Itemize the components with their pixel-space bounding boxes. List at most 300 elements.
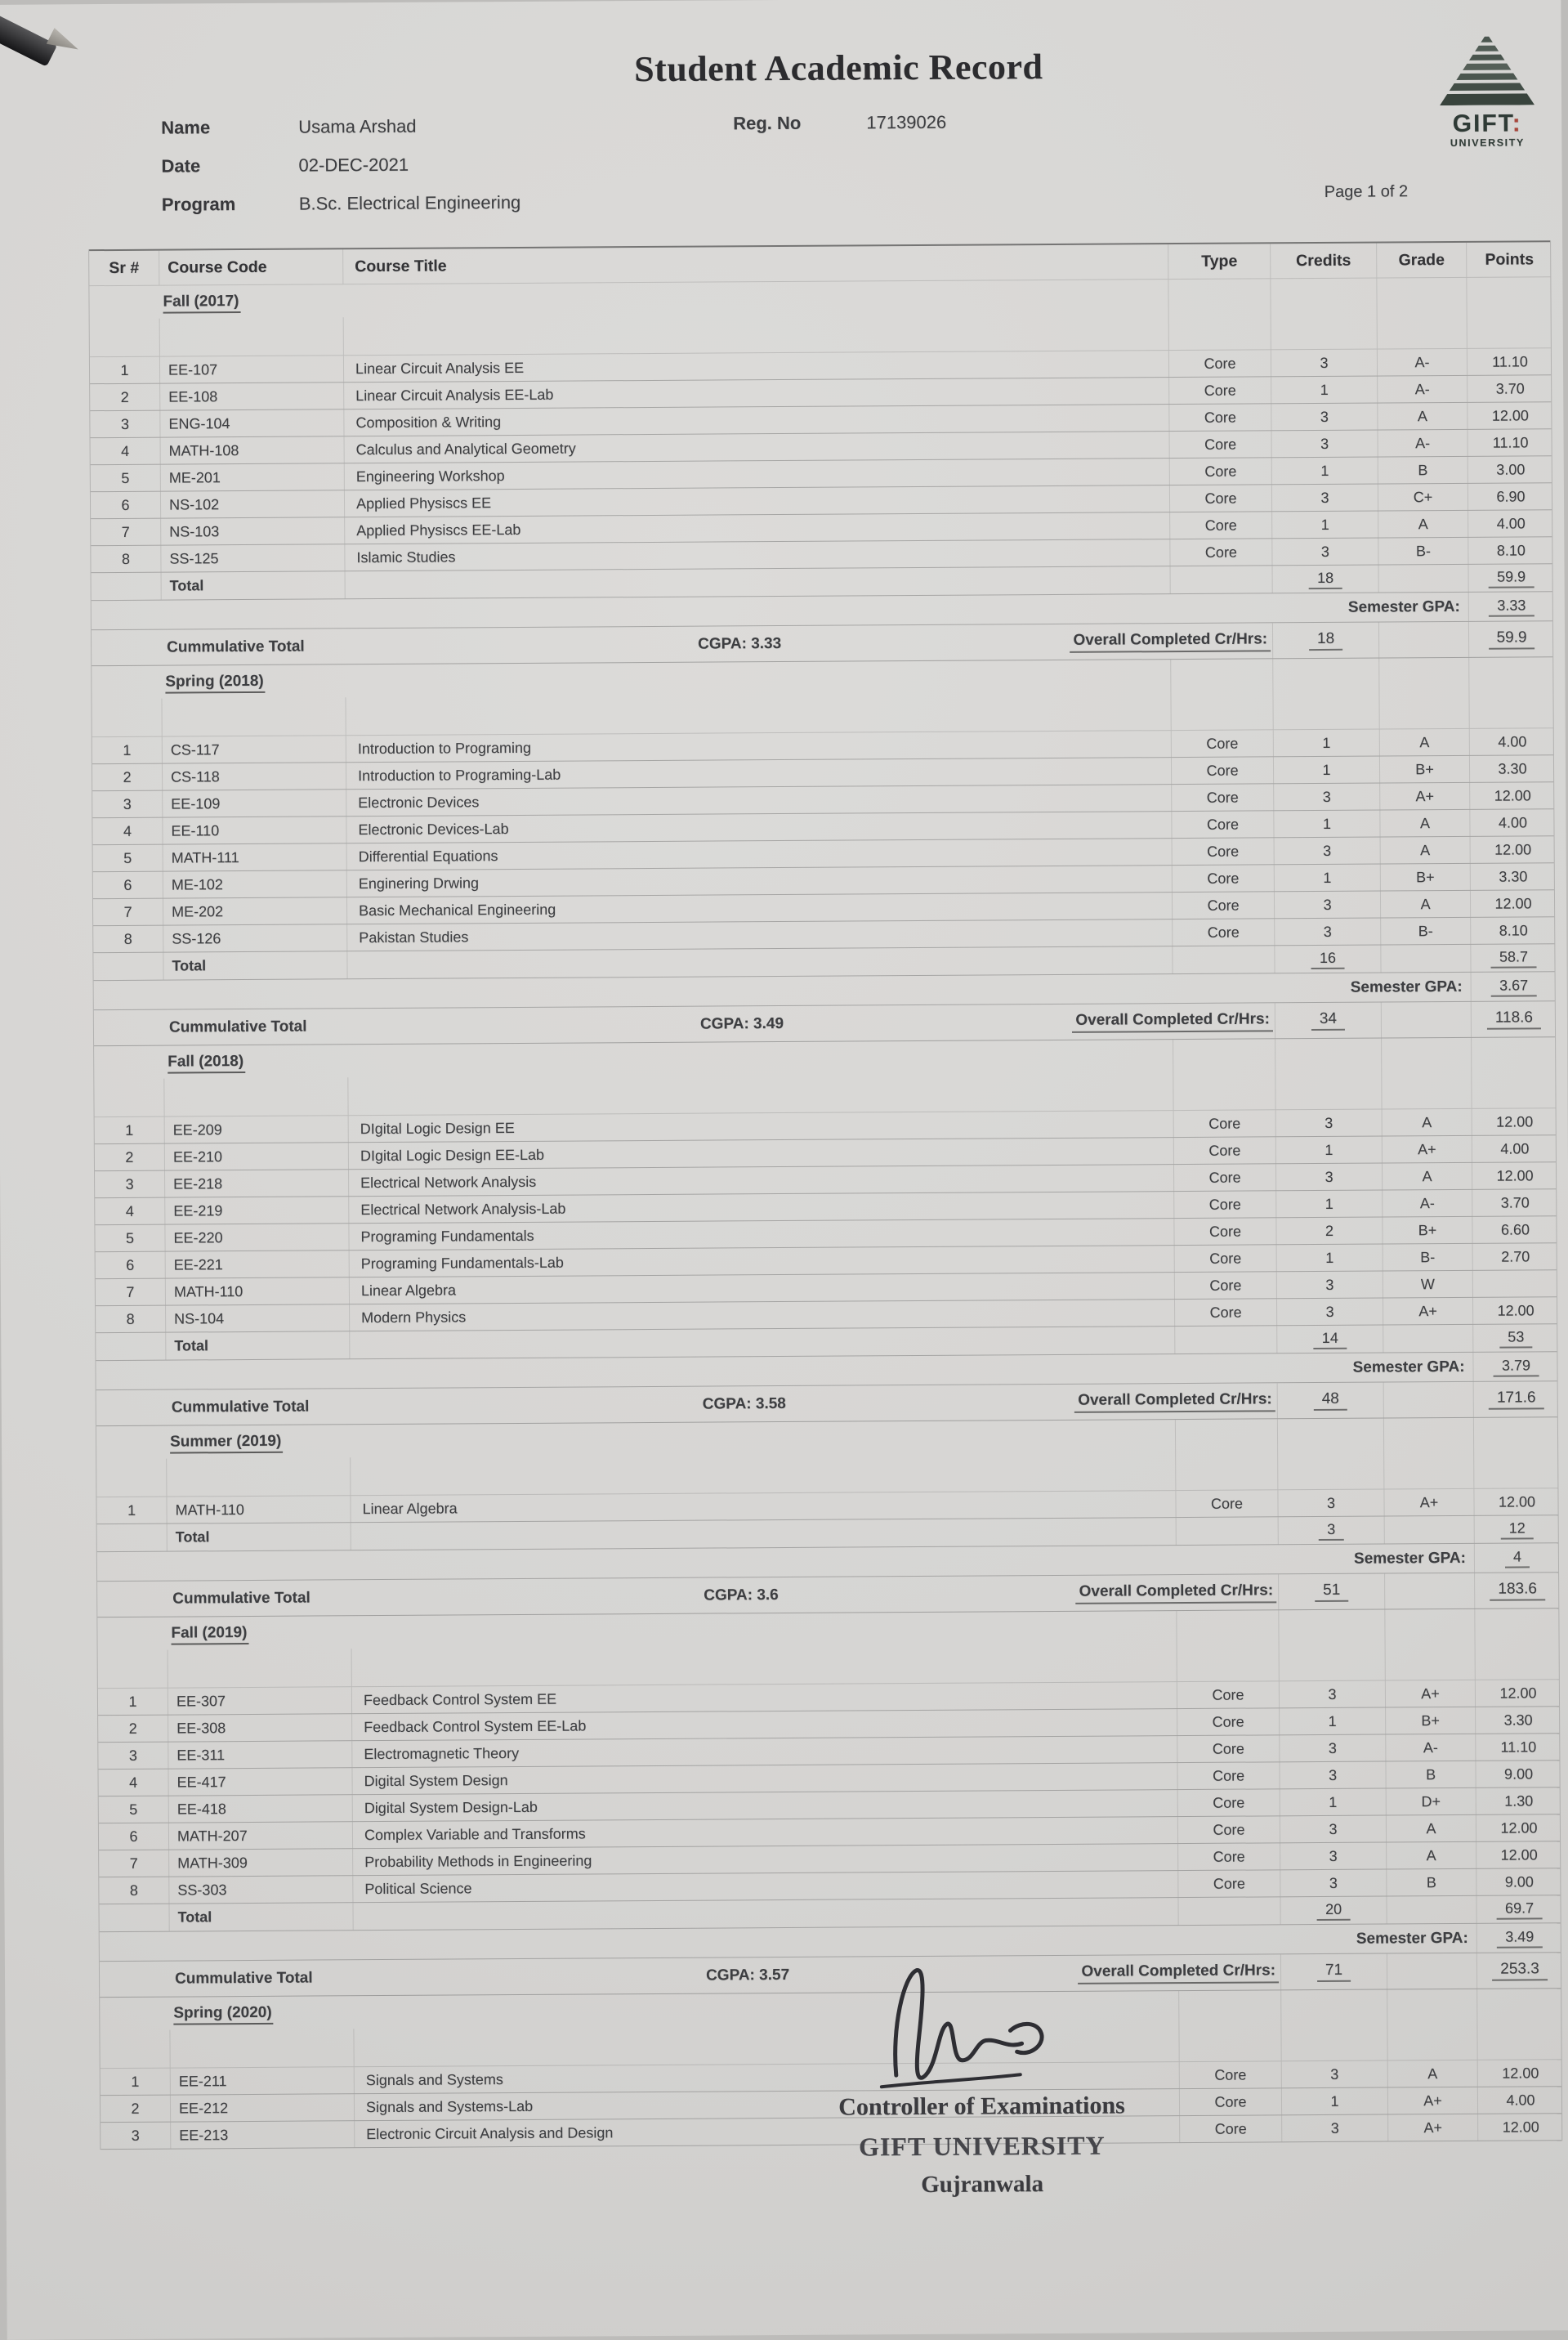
course-code: EE-108 xyxy=(159,383,343,409)
course-points: 12.00 xyxy=(1476,1841,1561,1868)
total-points: 58.7 xyxy=(1491,948,1536,968)
course-type: Core xyxy=(1177,1870,1280,1897)
course-type: Core xyxy=(1173,1218,1275,1245)
course-title: Introduction to Programing xyxy=(346,731,1171,762)
course-points: 3.30 xyxy=(1475,1707,1561,1734)
course-type: Core xyxy=(1173,1191,1275,1218)
course-credits: 3 xyxy=(1276,1272,1383,1299)
course-credits: 3 xyxy=(1274,892,1380,919)
course-credits: 1 xyxy=(1271,377,1377,404)
overall-label: Overall Completed Cr/Hrs: xyxy=(1072,1010,1273,1032)
reg-no-label: Reg. No xyxy=(733,112,802,134)
reg-no-value: 17139026 xyxy=(866,111,947,133)
course-title: Composition & Writing xyxy=(343,405,1168,436)
course-credits: 1 xyxy=(1275,1191,1382,1218)
overall-credits: 34 xyxy=(1311,1010,1345,1031)
course-title: Engineering Workshop xyxy=(344,459,1169,490)
course-sr: 2 xyxy=(128,1720,137,1737)
course-grade: A+ xyxy=(1385,1680,1475,1707)
overall-label: Overall Completed Cr/Hrs: xyxy=(1078,1962,1279,1984)
logo-gift-text: GIFT xyxy=(1452,110,1512,137)
course-sr: 7 xyxy=(123,903,132,920)
course-type: Core xyxy=(1168,404,1271,431)
semester-name: Fall (2019) xyxy=(171,1624,248,1645)
logo-university-text: UNIVERSITY xyxy=(1450,136,1525,149)
semester-section xyxy=(94,1037,1557,1426)
course-credits: 1 xyxy=(1276,1245,1383,1272)
semester-section xyxy=(92,657,1555,1046)
course-type: Core xyxy=(1179,2088,1281,2115)
course-rows xyxy=(92,728,1555,953)
total-credits: 16 xyxy=(1311,949,1344,969)
course-sr: 5 xyxy=(125,1229,135,1246)
course-type: Core xyxy=(1177,1681,1279,1708)
course-points: 6.60 xyxy=(1472,1216,1557,1243)
course-code: EE-220 xyxy=(164,1224,348,1251)
course-code: EE-219 xyxy=(164,1197,348,1224)
course-title: Islamic Studies xyxy=(344,539,1169,570)
semester-gpa-value: 4 xyxy=(1505,1548,1530,1568)
course-code: EE-212 xyxy=(170,2094,354,2121)
program-value: B.Sc. Electrical Engineering xyxy=(298,191,521,214)
overall-points: 253.3 xyxy=(1492,1960,1548,1980)
course-credits: 3 xyxy=(1271,404,1377,431)
overall-points: 118.6 xyxy=(1487,1009,1541,1029)
course-code: CS-118 xyxy=(162,763,346,790)
course-points xyxy=(1472,1270,1558,1297)
course-type: Core xyxy=(1177,1708,1279,1735)
course-credits: 3 xyxy=(1279,1735,1385,1762)
course-sr: 4 xyxy=(129,1774,138,1791)
course-points: 12.00 xyxy=(1477,2060,1563,2087)
page-number: Page 1 of 2 xyxy=(1324,182,1409,201)
course-grade: A+ xyxy=(1383,1489,1473,1516)
course-grade: B- xyxy=(1383,1244,1472,1271)
course-points: 11.10 xyxy=(1467,429,1553,456)
course-code: ENG-104 xyxy=(159,409,343,436)
course-type: Core xyxy=(1177,1762,1279,1789)
course-sr: 7 xyxy=(121,523,130,540)
course-code: MATH-110 xyxy=(166,1496,350,1523)
course-code: EE-210 xyxy=(164,1143,348,1170)
course-credits: 3 xyxy=(1277,1490,1383,1517)
course-sr: 7 xyxy=(129,1855,138,1872)
header-grade: Grade xyxy=(1376,243,1466,278)
course-sr: 4 xyxy=(121,442,130,459)
course-code: EE-211 xyxy=(170,2067,354,2094)
course-code: EE-307 xyxy=(168,1687,351,1714)
course-type: Core xyxy=(1171,730,1273,757)
course-code: EE-308 xyxy=(168,1714,351,1741)
cumulative-label: Cummulative Total xyxy=(171,1398,310,1416)
course-grade: B xyxy=(1378,457,1467,484)
cgpa-value: 3.6 xyxy=(757,1586,779,1604)
course-type: Core xyxy=(1169,512,1271,539)
course-credits: 3 xyxy=(1279,1762,1385,1789)
course-grade: A+ xyxy=(1382,1136,1472,1163)
total-credits: 20 xyxy=(1317,1900,1350,1920)
semester-name-cell xyxy=(96,1427,1175,1452)
course-rows xyxy=(95,1108,1557,1333)
course-points: 4.00 xyxy=(1472,1135,1557,1162)
course-type: Core xyxy=(1179,2115,1281,2142)
course-type: Core xyxy=(1171,811,1273,838)
page-title: Student Academic Record xyxy=(633,47,1043,90)
course-code: NS-104 xyxy=(165,1304,349,1331)
course-title: Electromagnetic Theory xyxy=(351,1736,1177,1767)
course-credits: 1 xyxy=(1271,512,1378,539)
course-type: Core xyxy=(1172,865,1274,892)
semester-name-cell xyxy=(94,1047,1173,1072)
course-code: CS-117 xyxy=(162,736,346,763)
overall-points: 183.6 xyxy=(1490,1580,1545,1600)
course-type: Core xyxy=(1169,539,1271,566)
semester-gpa-label: Semester GPA: xyxy=(1356,1929,1468,1948)
course-points: 6.90 xyxy=(1467,483,1553,510)
course-points: 12.00 xyxy=(1469,782,1555,809)
semester-gpa-label: Semester GPA: xyxy=(1353,1549,1466,1568)
semester-gpa-label: Semester GPA: xyxy=(1347,597,1460,616)
cgpa-label: CGPA: xyxy=(704,1586,753,1604)
course-grade: A xyxy=(1377,403,1467,430)
total-points: 12 xyxy=(1501,1519,1534,1539)
course-type: Core xyxy=(1173,1164,1275,1191)
total-label: Total xyxy=(172,957,207,974)
course-code: EE-209 xyxy=(164,1116,348,1143)
course-points: 4.00 xyxy=(1469,728,1555,755)
course-grade: A xyxy=(1379,810,1469,837)
university-logo xyxy=(1422,33,1553,149)
course-grade: B xyxy=(1385,1761,1475,1788)
course-grade: A+ xyxy=(1379,783,1469,810)
course-sr: 1 xyxy=(120,361,129,378)
course-title: Linear Circuit Analysis EE-Lab xyxy=(343,378,1168,409)
course-title: DIgital Logic Design EE-Lab xyxy=(348,1138,1173,1169)
course-code: SS-303 xyxy=(168,1876,352,1903)
course-credits: 3 xyxy=(1280,1816,1386,1843)
course-title: Differential Equations xyxy=(346,839,1172,870)
course-code: NS-103 xyxy=(160,517,344,544)
signature-icon xyxy=(847,1952,1092,2113)
logo-wordmark xyxy=(1422,112,1552,136)
course-code: ME-201 xyxy=(160,463,344,490)
overall-points: 171.6 xyxy=(1489,1389,1544,1409)
course-sr: 5 xyxy=(129,1801,138,1818)
total-label: Total xyxy=(174,1337,209,1354)
course-type: Core xyxy=(1172,919,1274,946)
total-credits: 18 xyxy=(1309,569,1342,588)
cgpa-value: 3.49 xyxy=(753,1014,784,1032)
semester-gpa-value: 3.67 xyxy=(1491,977,1536,996)
course-grade: A xyxy=(1382,1109,1472,1136)
course-credits: 3 xyxy=(1276,1299,1383,1326)
course-credits: 3 xyxy=(1281,2115,1387,2142)
name-value: Usama Arshad xyxy=(298,115,417,137)
course-sr: 8 xyxy=(121,550,130,567)
course-code: EE-109 xyxy=(162,790,346,817)
course-grade: B- xyxy=(1380,918,1470,945)
course-title: Programing Fundamentals-Lab xyxy=(349,1246,1174,1277)
semester-gpa-label: Semester GPA: xyxy=(1350,978,1463,996)
course-grade: A xyxy=(1379,729,1469,756)
course-code: EE-221 xyxy=(165,1251,349,1277)
header-title: Course Title xyxy=(342,244,1168,284)
course-points: 12.00 xyxy=(1470,890,1556,917)
total-label: Total xyxy=(169,577,204,594)
course-grade: A- xyxy=(1378,430,1467,457)
course-title: Calculus and Analytical Geometry xyxy=(344,432,1169,463)
course-type: Core xyxy=(1173,1137,1275,1164)
course-title: Basic Mechanical Engineering xyxy=(346,893,1172,924)
course-title: Enginering Drwing xyxy=(346,866,1172,897)
cumulative-label: Cummulative Total xyxy=(167,638,305,656)
course-credits: 1 xyxy=(1273,811,1379,838)
course-sr: 2 xyxy=(120,388,129,405)
course-sr: 8 xyxy=(123,930,132,947)
course-points: 3.30 xyxy=(1469,755,1555,782)
info-row-date xyxy=(161,145,520,186)
course-grade: A- xyxy=(1377,349,1467,376)
course-grade: B+ xyxy=(1380,864,1470,891)
date-value: 02-DEC-2021 xyxy=(298,154,409,176)
course-credits: 3 xyxy=(1274,919,1380,946)
course-sr: 1 xyxy=(131,2073,140,2090)
course-sr: 1 xyxy=(127,1501,136,1519)
cgpa-label: CGPA: xyxy=(702,1394,752,1413)
course-credits: 2 xyxy=(1275,1218,1382,1245)
course-title: Political Science xyxy=(352,1871,1177,1902)
semester-name: Fall (2017) xyxy=(163,293,240,314)
course-type: Core xyxy=(1169,485,1271,512)
course-grade: A xyxy=(1386,1815,1476,1842)
course-title: Modern Physics xyxy=(349,1300,1174,1331)
course-type: Core xyxy=(1179,2061,1281,2088)
course-code: SS-125 xyxy=(160,544,344,571)
course-points: 3.00 xyxy=(1467,456,1553,483)
date-label: Date xyxy=(161,154,201,177)
semester-name: Spring (2018) xyxy=(165,673,266,694)
course-title: Feedback Control System EE xyxy=(351,1682,1177,1713)
course-type: Core xyxy=(1177,1843,1280,1870)
course-sr: 5 xyxy=(121,469,130,486)
course-title: Linear Circuit Analysis EE xyxy=(343,351,1168,382)
course-rows xyxy=(90,348,1552,573)
course-credits: 3 xyxy=(1280,1870,1386,1897)
course-credits: 3 xyxy=(1279,1681,1385,1708)
course-title: Programing Fundamentals xyxy=(348,1219,1173,1250)
course-grade: B xyxy=(1386,1869,1476,1896)
cumulative-label: Cummulative Total xyxy=(168,1018,307,1036)
course-credits: 3 xyxy=(1273,784,1379,811)
course-type: Core xyxy=(1174,1299,1276,1326)
course-points: 1.30 xyxy=(1476,1787,1561,1814)
course-points: 12.00 xyxy=(1472,1297,1558,1324)
total-points: 59.9 xyxy=(1489,568,1534,588)
overall-credits: 48 xyxy=(1314,1390,1347,1411)
cgpa-value: 3.58 xyxy=(755,1394,786,1412)
course-code: EE-417 xyxy=(168,1768,351,1795)
course-sr: 3 xyxy=(131,2127,140,2144)
total-points: 69.7 xyxy=(1497,1899,1542,1919)
course-grade: A xyxy=(1382,1163,1472,1190)
footer-university: GIFT UNIVERSITY xyxy=(858,2130,1106,2162)
course-title: Pakistan Studies xyxy=(346,919,1172,951)
course-credits: 3 xyxy=(1274,838,1380,865)
course-grade: A- xyxy=(1382,1190,1472,1217)
student-info xyxy=(161,106,520,224)
course-points: 12.00 xyxy=(1472,1162,1557,1189)
course-credits: 1 xyxy=(1275,1137,1382,1164)
course-grade: A- xyxy=(1377,376,1467,403)
course-title: Applied Physiscs EE-Lab xyxy=(344,512,1169,544)
total-points: 53 xyxy=(1499,1328,1532,1348)
cgpa-value: 3.57 xyxy=(759,1966,790,1984)
course-title: Probability Methods in Engineering xyxy=(352,1844,1177,1875)
semester-section xyxy=(96,1417,1558,1617)
course-credits: 3 xyxy=(1271,431,1378,458)
semester-name-cell xyxy=(97,1618,1176,1643)
course-credits: 1 xyxy=(1274,865,1380,892)
total-credits: 14 xyxy=(1314,1329,1347,1349)
course-grade: B+ xyxy=(1385,1707,1475,1734)
course-grade: C+ xyxy=(1378,484,1467,511)
overall-label: Overall Completed Cr/Hrs: xyxy=(1070,630,1271,652)
total-label: Total xyxy=(177,1908,212,1926)
course-points: 4.00 xyxy=(1469,809,1555,836)
cgpa-value: 3.33 xyxy=(751,634,782,652)
course-grade: W xyxy=(1383,1271,1472,1298)
course-type: Core xyxy=(1177,1735,1279,1762)
course-code: EE-418 xyxy=(168,1795,352,1822)
cgpa-label: CGPA: xyxy=(705,1966,755,1984)
course-code: EE-218 xyxy=(164,1170,348,1197)
course-code: MATH-207 xyxy=(168,1822,352,1849)
course-type: Core xyxy=(1171,757,1273,784)
overall-label: Overall Completed Cr/Hrs: xyxy=(1074,1390,1275,1412)
course-type: Core xyxy=(1169,431,1271,458)
total-label: Total xyxy=(175,1528,210,1546)
course-points: 4.00 xyxy=(1477,2087,1563,2114)
course-title: Complex Variable and Transforms xyxy=(352,1817,1177,1848)
semester-gpa-value: 3.79 xyxy=(1494,1357,1539,1376)
course-credits: 3 xyxy=(1271,350,1377,377)
registration-number xyxy=(733,106,946,141)
overall-credits: 51 xyxy=(1315,1582,1348,1602)
course-code: ME-202 xyxy=(163,897,346,924)
name-label: Name xyxy=(161,116,211,138)
semester-name: Summer (2019) xyxy=(170,1433,283,1454)
course-grade: B+ xyxy=(1379,756,1469,783)
course-sr: 5 xyxy=(123,849,132,866)
course-sr: 6 xyxy=(123,876,132,893)
course-grade: A- xyxy=(1385,1734,1475,1761)
overall-points: 59.9 xyxy=(1488,629,1534,649)
semester-gpa-value: 3.49 xyxy=(1497,1928,1542,1948)
course-sr: 2 xyxy=(125,1148,134,1166)
course-points: 2.70 xyxy=(1472,1243,1558,1270)
course-type: Core xyxy=(1172,892,1274,919)
course-title: Introduction to Programing-Lab xyxy=(346,758,1171,789)
course-code: MATH-111 xyxy=(163,843,346,870)
course-code: MATH-309 xyxy=(168,1849,352,1876)
course-code: EE-311 xyxy=(168,1741,351,1768)
course-sr: 6 xyxy=(129,1828,138,1845)
course-code: SS-126 xyxy=(163,924,346,951)
course-sr: 8 xyxy=(126,1310,135,1327)
signer-title: Controller of Examinations xyxy=(838,2092,1125,2121)
course-grade: A xyxy=(1380,891,1470,918)
course-points: 12.00 xyxy=(1472,1108,1557,1135)
semester-gpa-label: Semester GPA: xyxy=(1352,1358,1465,1376)
semester-section xyxy=(89,277,1552,666)
course-points: 3.70 xyxy=(1472,1189,1557,1216)
course-sr: 1 xyxy=(125,1121,134,1139)
course-type: Core xyxy=(1168,350,1271,377)
course-sr: 2 xyxy=(131,2100,140,2117)
course-credits: 1 xyxy=(1273,757,1379,784)
course-sr: 3 xyxy=(120,415,129,432)
course-sr: 4 xyxy=(125,1202,134,1219)
course-points: 4.00 xyxy=(1467,510,1553,537)
course-points: 12.00 xyxy=(1470,836,1556,863)
course-title: Applied Physiscs EE xyxy=(344,485,1169,517)
header-code: Course Code xyxy=(159,249,342,284)
course-credits: 1 xyxy=(1281,2088,1387,2115)
course-sr: 4 xyxy=(123,822,132,839)
overall-credits: 18 xyxy=(1309,630,1342,651)
course-code: EE-213 xyxy=(170,2121,354,2148)
logo-colon: : xyxy=(1512,110,1522,137)
course-grade: A+ xyxy=(1387,2114,1477,2141)
header-points: Points xyxy=(1466,242,1552,277)
info-row-program xyxy=(162,183,521,224)
course-credits: 1 xyxy=(1273,730,1379,757)
course-type: Core xyxy=(1174,1245,1276,1272)
course-grade: D+ xyxy=(1386,1788,1476,1815)
academic-record-table xyxy=(88,240,1562,2150)
course-type: Core xyxy=(1177,1789,1280,1816)
course-points: 8.10 xyxy=(1467,537,1553,564)
footer-block xyxy=(6,2089,1568,2204)
course-code: NS-102 xyxy=(160,490,344,517)
course-type: Core xyxy=(1173,1110,1275,1137)
semester-name-cell xyxy=(89,287,1168,311)
course-points: 12.00 xyxy=(1473,1488,1559,1515)
course-credits: 1 xyxy=(1279,1708,1385,1735)
header-sr: Sr # xyxy=(109,258,140,277)
semester-gpa-value: 3.33 xyxy=(1489,597,1534,616)
course-grade: A+ xyxy=(1383,1298,1472,1325)
course-title: DIgital Logic Design EE xyxy=(348,1111,1173,1142)
course-sr: 6 xyxy=(126,1256,135,1273)
course-title: Linear Algebra xyxy=(350,1491,1175,1522)
course-title: Electronic Devices xyxy=(346,785,1171,816)
course-points: 8.10 xyxy=(1470,917,1556,944)
course-title: Signals and Systems xyxy=(354,2062,1179,2093)
footer-city: Gujranwala xyxy=(921,2171,1044,2198)
course-credits: 1 xyxy=(1271,458,1378,485)
course-type: Core xyxy=(1174,1272,1276,1299)
course-credits: 3 xyxy=(1271,539,1378,566)
course-sr: 7 xyxy=(126,1283,135,1300)
course-type: Core xyxy=(1168,377,1271,404)
course-credits: 1 xyxy=(1280,1789,1386,1816)
course-grade: B- xyxy=(1378,538,1467,565)
course-code: EE-107 xyxy=(159,356,343,383)
cgpa-label: CGPA: xyxy=(699,1014,749,1033)
semester-name-cell xyxy=(92,667,1170,691)
course-points: 3.70 xyxy=(1467,375,1552,402)
